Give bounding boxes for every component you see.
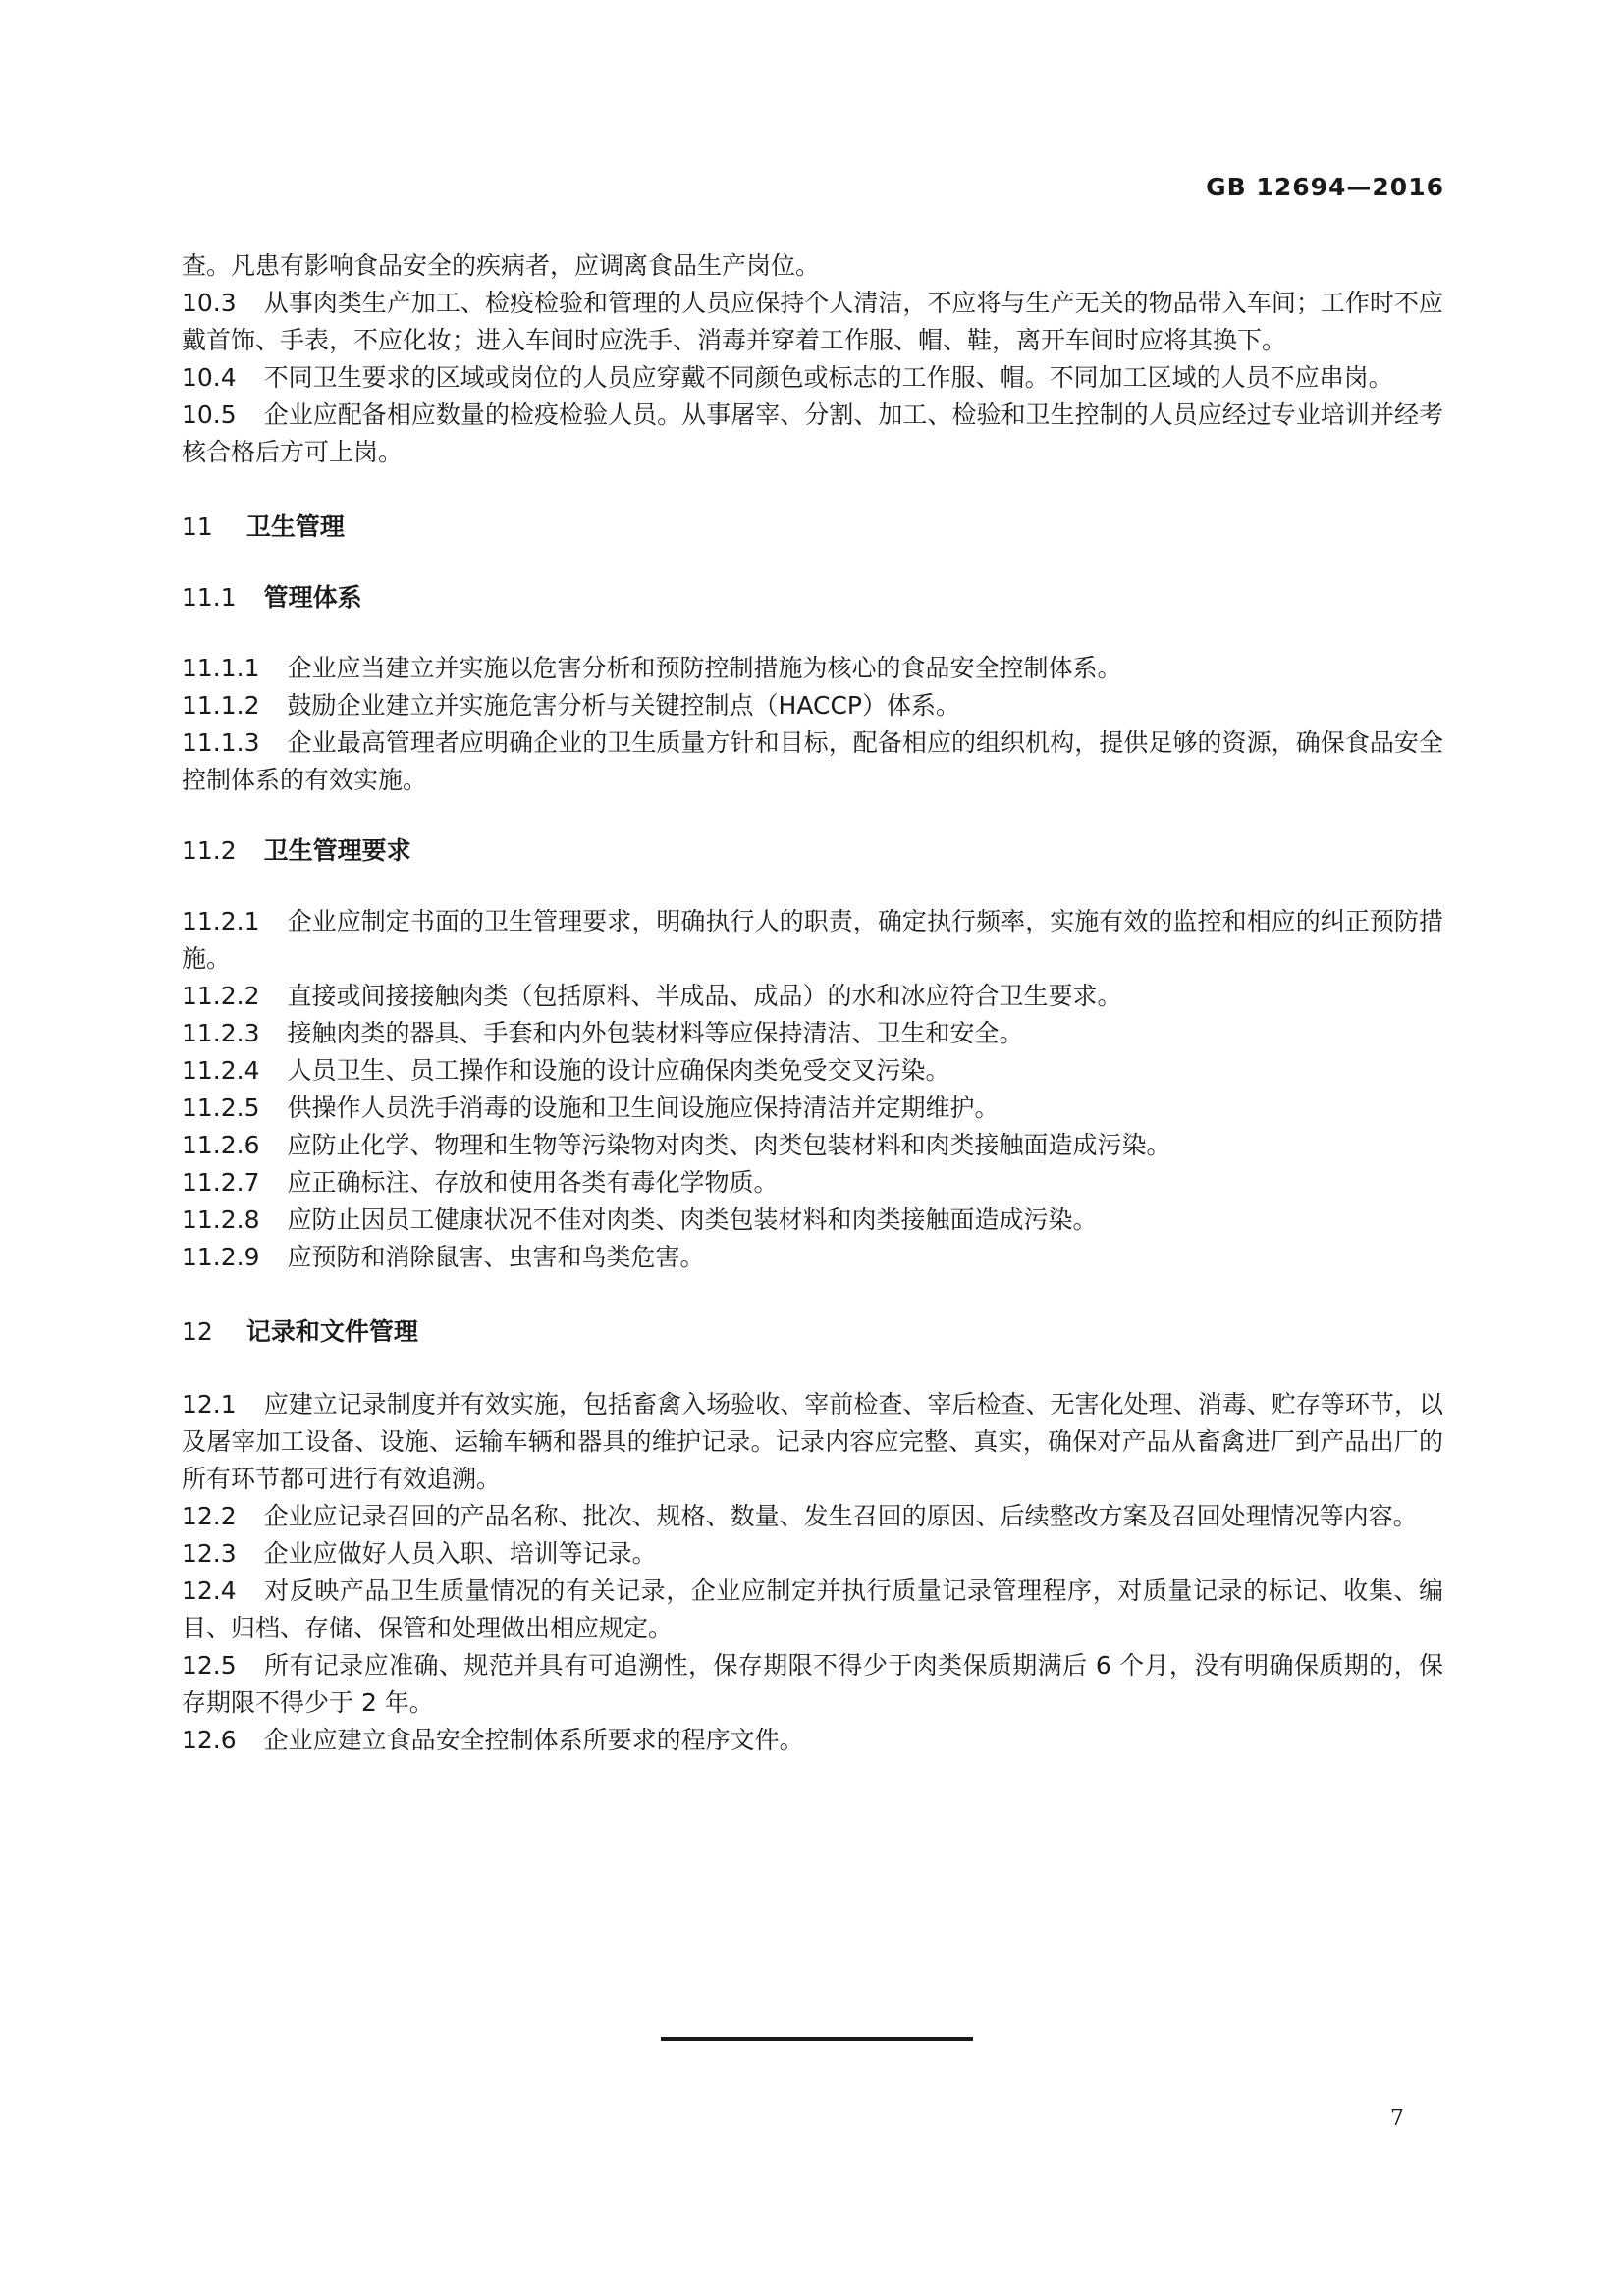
document-body — [182, 247, 1443, 1759]
clause-number: 12.5 — [182, 1651, 237, 1680]
clause-text: 不同卫生要求的区域或岗位的人员应穿戴不同颜色或标志的工作服、帽。不同加工区域的人员不应串岗。 — [263, 363, 1393, 392]
clause-paragraph — [182, 1090, 1443, 1127]
clause-text: 企业应制定书面的卫生管理要求，明确执行人的职责，确定执行频率，实施有效的监控和相应的纠正预防措施。 — [182, 907, 1443, 973]
clause-paragraph — [182, 1386, 1443, 1498]
clause-number: 12.1 — [182, 1390, 237, 1418]
clause-paragraph — [182, 1164, 1443, 1201]
clause-paragraph — [182, 978, 1443, 1015]
spacer — [182, 616, 1443, 650]
clause-paragraph — [182, 1498, 1443, 1535]
clause-text: 所有记录应准确、规范并具有可追溯性，保存期限不得少于肉类保质期满后 6 个月，没有明确保质期的，保存期限不得少于 2 年。 — [182, 1651, 1443, 1717]
clause-number: 11.1.3 — [182, 728, 260, 757]
clause-text: 鼓励企业建立并实施危害分析与关键控制点（HACCP）体系。 — [287, 691, 960, 720]
section-heading — [182, 1313, 1443, 1351]
spacer — [182, 471, 1443, 508]
clause-number: 11.1.1 — [182, 654, 260, 682]
clause-paragraph — [182, 1722, 1443, 1759]
clause-paragraph — [182, 650, 1443, 687]
clause-number: 11 — [182, 512, 213, 541]
clause-number: 12.4 — [182, 1576, 237, 1605]
clause-number: 11.2.7 — [182, 1168, 260, 1197]
clause-paragraph — [182, 247, 1443, 285]
clause-number: 11.2.3 — [182, 1019, 260, 1047]
clause-number: 12 — [182, 1317, 213, 1346]
clause-text: 应防止化学、物理和生物等污染物对肉类、肉类包装材料和肉类接触面造成污染。 — [287, 1131, 1171, 1159]
clause-number: 11.1 — [182, 583, 237, 612]
standard-code: GB 12694—2016 — [1206, 173, 1444, 201]
clause-paragraph — [182, 1201, 1443, 1239]
page-number: 7 — [1390, 2107, 1404, 2131]
clause-text: 企业应配备相应数量的检疫检验人员。从事屠宰、分割、加工、检验和卫生控制的人员应经过专业培训并经考核合格后方可上岗。 — [182, 400, 1443, 466]
clause-number: 11.2.1 — [182, 907, 260, 935]
clause-paragraph — [182, 1535, 1443, 1573]
clause-paragraph — [182, 1052, 1443, 1090]
clause-text: 企业最高管理者应明确企业的卫生质量方针和目标，配备相应的组织机构，提供足够的资源，确保食品安全控制体系的有效实施。 — [182, 728, 1443, 794]
clause-text: 管理体系 — [263, 583, 362, 612]
section-heading — [182, 508, 1443, 546]
spacer — [182, 546, 1443, 579]
clause-number: 11.2.2 — [182, 982, 260, 1010]
clause-text: 接触肉类的器具、手套和内外包装材料等应保持清洁、卫生和安全。 — [287, 1019, 1024, 1047]
clause-text: 应防止因员工健康状况不佳对肉类、肉类包装材料和肉类接触面造成污染。 — [287, 1205, 1098, 1234]
clause-number: 10.5 — [182, 400, 237, 429]
clause-number: 11.1.2 — [182, 691, 260, 720]
clause-text: 企业应当建立并实施以危害分析和预防控制措施为核心的食品安全控制体系。 — [287, 654, 1122, 682]
clause-number: 10.4 — [182, 363, 237, 392]
clause-paragraph — [182, 1239, 1443, 1276]
clause-text: 从事肉类生产加工、检疫检验和管理的人员应保持个人清洁，不应将与生产无关的物品带入车间；工作时不应戴首饰、手表，不应化妆；进入车间时应洗手、消毒并穿着工作服、帽、鞋，离开车间时应将其换下。 — [182, 289, 1443, 354]
clause-number: 12.6 — [182, 1726, 237, 1754]
spacer — [182, 1351, 1443, 1386]
clause-paragraph — [182, 903, 1443, 978]
clause-text: 记录和文件管理 — [245, 1317, 418, 1346]
end-rule — [661, 2037, 973, 2041]
clause-paragraph — [182, 1573, 1443, 1647]
clause-text: 应正确标注、存放和使用各类有毒化学物质。 — [287, 1168, 779, 1197]
clause-paragraph — [182, 359, 1443, 397]
clause-number: 11.2.8 — [182, 1205, 260, 1234]
clause-text: 人员卫生、员工操作和设施的设计应确保肉类免受交叉污染。 — [287, 1056, 950, 1085]
clause-text: 供操作人员洗手消毒的设施和卫生间设施应保持清洁并定期维护。 — [287, 1094, 1000, 1122]
clause-text: 对反映产品卫生质量情况的有关记录，企业应制定并执行质量记录管理程序，对质量记录的标记、收集、编目、归档、存储、保管和处理做出相应规定。 — [182, 1576, 1443, 1642]
clause-text: 卫生管理要求 — [263, 836, 411, 865]
clause-paragraph — [182, 1015, 1443, 1052]
clause-text: 应建立记录制度并有效实施，包括畜禽入场验收、宰前检查、宰后检查、无害化处理、消毒、贮存等环节，以及屠宰加工设备、设施、运输车辆和器具的维护记录。记录内容应完整、真实，确保对产品从畜禽进厂到产品出厂的所有环节都可进行有效追溯。 — [182, 1390, 1443, 1493]
clause-paragraph — [182, 1127, 1443, 1164]
spacer — [182, 1276, 1443, 1313]
clause-paragraph — [182, 724, 1443, 799]
subsection-heading — [182, 832, 1443, 870]
spacer — [182, 799, 1443, 832]
clause-paragraph — [182, 397, 1443, 471]
clause-text: 卫生管理 — [245, 512, 345, 541]
clause-paragraph — [182, 1647, 1443, 1722]
spacer — [182, 870, 1443, 903]
clause-text: 直接或间接接触肉类（包括原料、半成品、成品）的水和冰应符合卫生要求。 — [287, 982, 1122, 1010]
clause-text: 查。凡患有影响食品安全的疾病者，应调离食品生产岗位。 — [182, 251, 821, 280]
subsection-heading — [182, 579, 1443, 616]
clause-number: 12.2 — [182, 1502, 237, 1530]
clause-number: 11.2 — [182, 836, 237, 865]
clause-number: 10.3 — [182, 289, 237, 317]
clause-paragraph — [182, 285, 1443, 359]
clause-number: 11.2.5 — [182, 1094, 260, 1122]
clause-number: 11.2.6 — [182, 1131, 260, 1159]
clause-text: 企业应建立食品安全控制体系所要求的程序文件。 — [263, 1726, 804, 1754]
clause-number: 11.2.4 — [182, 1056, 260, 1085]
clause-number: 12.3 — [182, 1539, 237, 1568]
clause-paragraph — [182, 687, 1443, 724]
clause-text: 应预防和消除鼠害、虫害和鸟类危害。 — [287, 1243, 705, 1271]
clause-text: 企业应做好人员入职、培训等记录。 — [263, 1539, 657, 1568]
clause-number: 11.2.9 — [182, 1243, 260, 1271]
clause-text: 企业应记录召回的产品名称、批次、规格、数量、发生召回的原因、后续整改方案及召回处理情况等内容。 — [263, 1502, 1418, 1530]
